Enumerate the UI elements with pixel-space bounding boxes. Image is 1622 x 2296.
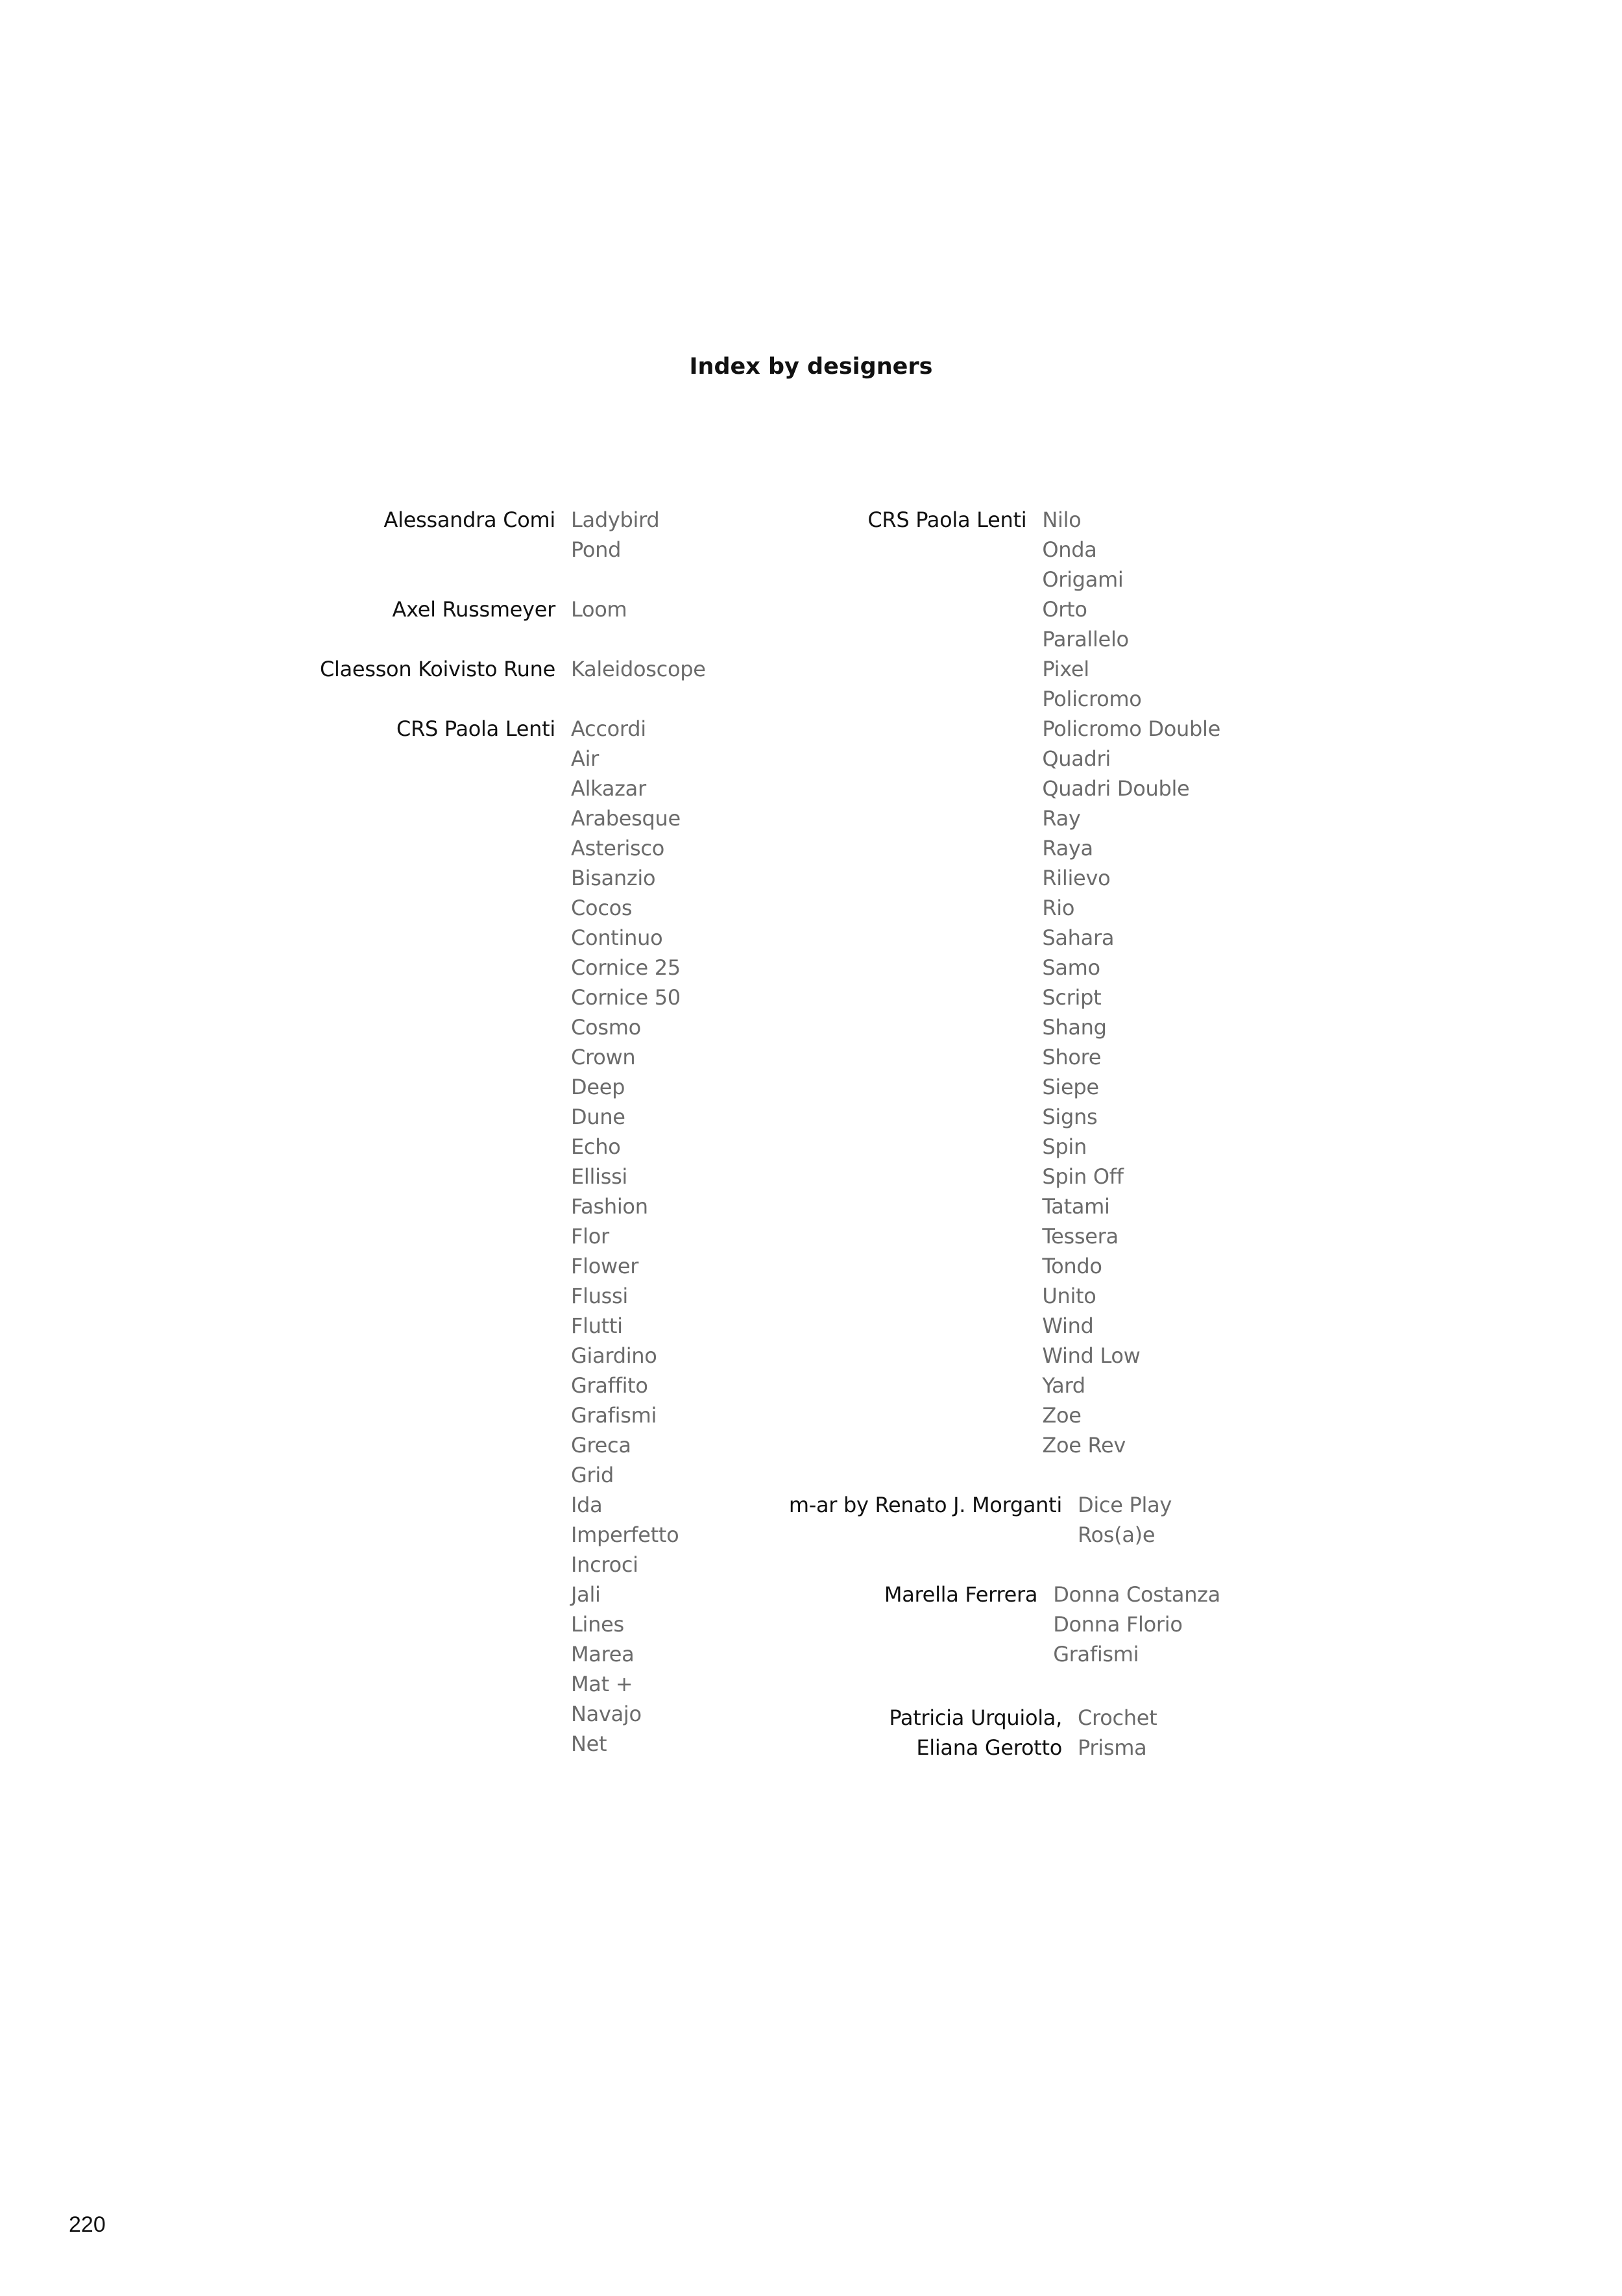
product-item: Spin [1042, 1134, 1087, 1159]
product-item: Policromo Double [1042, 716, 1220, 741]
product-item: Cornice 50 [571, 985, 681, 1010]
product-item: Raya [1042, 836, 1093, 861]
product-item: Donna Costanza [1053, 1582, 1220, 1607]
designer-group [507, 1490, 1220, 1550]
product-item: Dice Play [1078, 1493, 1172, 1517]
product-item: Tatami [1042, 1194, 1110, 1219]
designer-name-line: Marella Ferrera [884, 1582, 1038, 1607]
designer-name-line: Claesson Koivisto Rune [319, 657, 555, 681]
product-item: Ray [1042, 806, 1081, 831]
product-item: Rilievo [1042, 866, 1111, 890]
product-item: Cornice 25 [571, 955, 681, 980]
designer-group [507, 1703, 1220, 1763]
product-item: Tessera [1042, 1224, 1119, 1249]
designer-name [507, 505, 1026, 535]
product-item: Ellissi [571, 1164, 628, 1189]
product-item: Script [1042, 985, 1102, 1010]
product-list [1078, 1703, 1157, 1763]
product-list [1053, 1580, 1220, 1669]
product-item: Tondo [1042, 1254, 1102, 1278]
designer-group [507, 505, 1220, 1460]
designer-name [507, 1703, 1062, 1763]
product-item: Cosmo [571, 1015, 641, 1040]
product-item: Fashion [571, 1194, 648, 1219]
product-list [1042, 505, 1220, 1460]
product-item: Prisma [1078, 1735, 1147, 1760]
designer-name-line: Patricia Urquiola, [889, 1705, 1062, 1730]
product-item: Deep [571, 1075, 625, 1099]
product-item: Air [571, 746, 599, 771]
product-item: Zoe Rev [1042, 1433, 1126, 1458]
product-item: Onda [1042, 537, 1097, 562]
product-item: Alkazar [571, 776, 646, 801]
product-item: Graffito [571, 1373, 648, 1398]
product-item: Rio [1042, 896, 1075, 920]
product-item: Lines [571, 1612, 624, 1637]
product-item: Accordi [571, 716, 646, 741]
page-number: 220 [69, 2212, 106, 2237]
product-item: Dune [571, 1105, 625, 1129]
product-item: Grid [571, 1463, 614, 1487]
product-item: Samo [1042, 955, 1100, 980]
product-item: Wind Low [1042, 1343, 1141, 1368]
designer-name [0, 594, 555, 624]
product-item: Flussi [571, 1284, 629, 1308]
designer-name [507, 1580, 1037, 1609]
designer-name [0, 714, 555, 744]
product-item: Unito [1042, 1284, 1096, 1308]
product-item: Parallelo [1042, 627, 1129, 652]
designer-name-line: m-ar by Renato J. Morganti [788, 1493, 1062, 1517]
product-item: Continuo [571, 925, 663, 950]
product-item: Nilo [1042, 507, 1082, 532]
product-item: Incroci [571, 1552, 638, 1577]
designer-name [0, 505, 555, 535]
product-item: Flower [571, 1254, 639, 1278]
product-item: Jali [571, 1582, 601, 1607]
designer-name-line: Axel Russmeyer [392, 597, 555, 622]
product-item: Spin Off [1042, 1164, 1124, 1189]
product-item: Giardino [571, 1343, 657, 1368]
designer-name-line: Eliana Gerotto [916, 1735, 1062, 1760]
product-item: Pond [571, 537, 622, 562]
product-item: Navajo [571, 1702, 642, 1726]
product-item: Quadri [1042, 746, 1111, 771]
product-item: Orto [1042, 597, 1087, 622]
page-title: Index by designers [689, 354, 933, 380]
product-item: Crochet [1078, 1705, 1157, 1730]
product-item: Flutti [571, 1313, 623, 1338]
designer-group [507, 1580, 1220, 1669]
product-item: Wind [1042, 1313, 1094, 1338]
product-item: Sahara [1042, 925, 1115, 950]
product-item: Cocos [571, 896, 633, 920]
product-item: Origami [1042, 567, 1124, 592]
product-item: Quadri Double [1042, 776, 1190, 801]
product-item: Asterisco [571, 836, 664, 861]
product-list [1078, 1490, 1172, 1550]
designer-name [0, 654, 555, 684]
product-item: Yard [1042, 1373, 1085, 1398]
product-item: Grafismi [1053, 1642, 1139, 1667]
product-item: Loom [571, 597, 627, 622]
product-item: Arabesque [571, 806, 681, 831]
designer-name-line: CRS Paola Lenti [867, 507, 1027, 532]
product-item: Bisanzio [571, 866, 656, 890]
designer-name-line: Alessandra Comi [383, 507, 555, 532]
product-item: Mat + [571, 1672, 633, 1696]
product-item: Ros(a)e [1078, 1522, 1156, 1547]
product-item: Flor [571, 1224, 609, 1249]
product-item: Crown [571, 1045, 636, 1069]
product-item: Zoe [1042, 1403, 1082, 1428]
product-item: Donna Florio [1053, 1612, 1183, 1637]
product-item: Echo [571, 1134, 621, 1159]
index-column-right [507, 505, 1220, 1763]
product-item: Ladybird [571, 507, 660, 532]
product-item: Net [571, 1731, 607, 1756]
product-item: Shore [1042, 1045, 1102, 1069]
product-item: Siepe [1042, 1075, 1099, 1099]
product-item: Signs [1042, 1105, 1098, 1129]
product-item: Kaleidoscope [571, 657, 706, 681]
product-item: Shang [1042, 1015, 1107, 1040]
product-item: Policromo [1042, 687, 1142, 711]
product-item: Grafismi [571, 1403, 657, 1428]
product-item: Pixel [1042, 657, 1089, 681]
product-item: Marea [571, 1642, 635, 1667]
product-item: Greca [571, 1433, 631, 1458]
designer-name [507, 1490, 1062, 1520]
product-item: Ida [571, 1493, 603, 1517]
designer-name-line: CRS Paola Lenti [396, 716, 555, 741]
product-item: Imperfetto [571, 1522, 679, 1547]
